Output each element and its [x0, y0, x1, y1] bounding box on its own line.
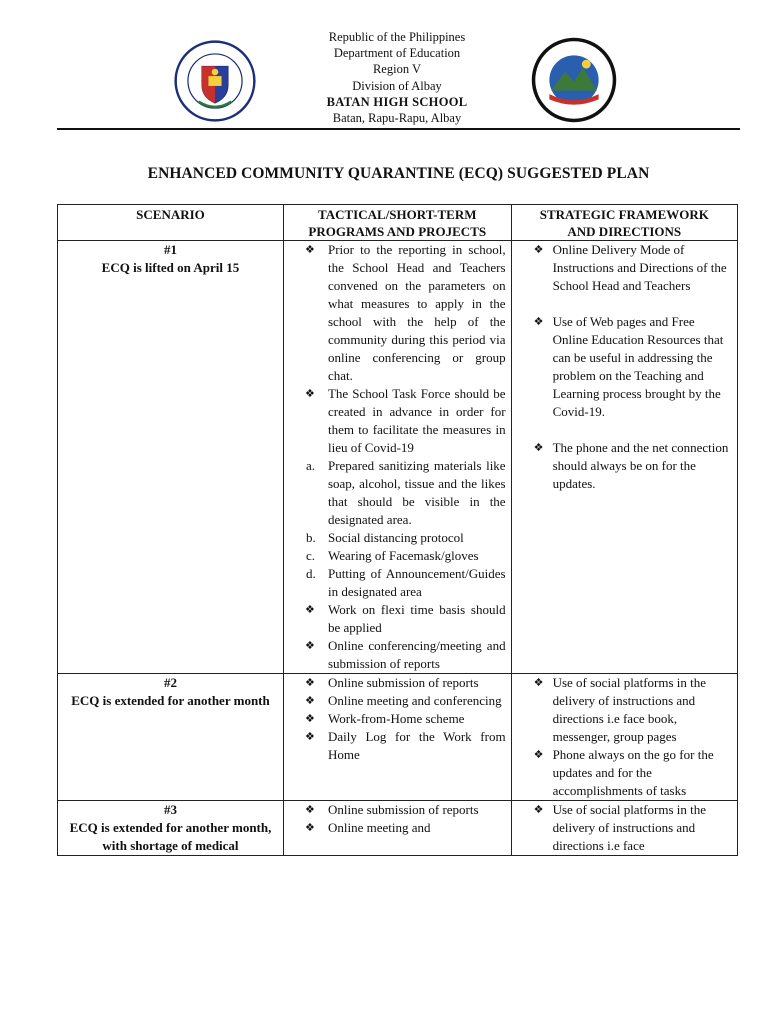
scenario-cell	[58, 801, 284, 856]
list-item: ❖ Use of Web pages and Free Online Education Resources that can be useful in addressing the problem on the Teaching and Learning process brought by the Covid-19.	[533, 314, 724, 419]
list-letter: c.	[305, 548, 315, 563]
list-item: ❖ Online submission of reports	[304, 675, 479, 690]
scenario-number: #3	[163, 802, 177, 817]
list-item: a. Prepared sanitizing materials like soap, alcohol, tissue and the likes that should be visible in the designated area.	[305, 458, 506, 527]
ecq-plan-table	[57, 204, 738, 856]
tactical-cell	[283, 241, 511, 674]
list-item: ❖ Use of social platforms in the delivery of instructions and directions i.e face	[533, 802, 707, 853]
diamond-bullet-icon: ❖	[304, 244, 315, 256]
diamond-bullet-icon: ❖	[533, 316, 544, 328]
strategic-cell	[511, 801, 737, 856]
diamond-bullet-icon: ❖	[304, 640, 315, 652]
list-item: c. Wearing of Facemask/gloves	[305, 548, 479, 563]
list-spacer	[512, 421, 737, 439]
list-item: ❖ The School Task Force should be created in advance in order for them to facilitate the measures in lieu of Covid-19	[304, 386, 506, 455]
diamond-bullet-icon: ❖	[304, 604, 315, 616]
scenario-number: #1	[163, 242, 177, 257]
diamond-bullet-icon: ❖	[533, 804, 544, 816]
header-line-region: Region V	[372, 62, 422, 77]
tactical-cell	[283, 801, 511, 856]
list-item: ❖ Work on flexi time basis should be applied	[304, 602, 506, 635]
table-header-row	[58, 205, 738, 241]
tactical-cell	[283, 674, 511, 801]
list-item: ❖ Online Delivery Mode of Instructions and Directions of the School Head and Teachers	[533, 242, 727, 293]
list-item: ❖ Work-from-Home scheme	[304, 711, 465, 726]
header-strategic: STRATEGIC FRAMEWORK AND DIRECTIONS	[511, 205, 737, 241]
list-item: b. Social distancing protocol	[305, 530, 464, 545]
diamond-bullet-icon: ❖	[304, 677, 315, 689]
document-header	[0, 0, 768, 130]
list-item: ❖ Online meeting and conferencing	[304, 693, 502, 708]
header-scenario: SCENARIO	[58, 205, 284, 241]
scenario-text: ECQ is lifted on April 15	[101, 260, 240, 275]
diamond-bullet-icon: ❖	[304, 804, 315, 816]
list-spacer	[512, 295, 737, 313]
batan-high-school-seal-logo	[530, 36, 618, 124]
header-line-department: Department of Education	[333, 46, 461, 61]
school-address: Batan, Rapu-Rapu, Albay	[332, 111, 462, 126]
diamond-bullet-icon: ❖	[533, 244, 544, 256]
table-row	[58, 674, 738, 801]
diamond-bullet-icon: ❖	[533, 749, 544, 761]
header-tactical: TACTICAL/SHORT-TERM PROGRAMS AND PROJECTS	[283, 205, 511, 241]
header-line-republic: Republic of the Philippines	[328, 30, 466, 44]
list-item: ❖ Online conferencing/meeting and submission of reports	[304, 638, 506, 671]
list-item: ❖ The phone and the net connection should always be on for the updates.	[533, 440, 729, 491]
diamond-bullet-icon: ❖	[304, 695, 315, 707]
list-item: ❖ Phone always on the go for the updates and for the accomplishments of tasks	[533, 747, 714, 798]
list-item: ❖ Daily Log for the Work from Home	[304, 729, 506, 762]
list-letter: b.	[305, 530, 316, 545]
header-divider	[57, 128, 740, 130]
list-item: d. Putting of Announcement/Guides in designated area	[305, 566, 506, 599]
scenario-text: ECQ is extended for another month, with shortage of medical	[69, 820, 272, 853]
scenario-number: #2	[163, 675, 177, 690]
diamond-bullet-icon: ❖	[533, 677, 544, 689]
deped-seal-logo	[174, 40, 256, 122]
list-item: ❖ Use of social platforms in the delivery of instructions and directions i.e face book, messenger, group pages	[533, 675, 707, 744]
diamond-bullet-icon: ❖	[533, 442, 544, 454]
header-text-block	[250, 29, 544, 126]
list-item: ❖ Prior to the reporting in school, the School Head and Teachers convened on the parameters on what measures to apply in the school with the help of the community during this period via online conferencing or group chat.	[304, 242, 506, 383]
list-item: ❖ Online submission of reports	[304, 802, 479, 817]
diamond-bullet-icon: ❖	[304, 713, 315, 725]
diamond-bullet-icon: ❖	[304, 731, 315, 743]
diamond-bullet-icon: ❖	[304, 388, 315, 400]
document-title: ENHANCED COMMUNITY QUARANTINE (ECQ) SUGGESTED PLAN	[147, 165, 650, 182]
list-letter: a.	[305, 458, 315, 473]
scenario-text: ECQ is extended for another month	[71, 693, 270, 708]
school-name: BATAN HIGH SCHOOL	[326, 94, 468, 109]
table-row	[58, 241, 738, 674]
header-line-division: Division of Albay	[352, 78, 442, 93]
scenario-cell	[58, 241, 284, 674]
strategic-cell	[511, 241, 737, 674]
strategic-cell	[511, 674, 737, 801]
diamond-bullet-icon: ❖	[304, 822, 315, 834]
list-letter: d.	[305, 566, 316, 581]
scenario-cell	[58, 674, 284, 801]
table-row	[58, 801, 738, 856]
list-item: ❖ Online meeting and	[304, 820, 431, 835]
